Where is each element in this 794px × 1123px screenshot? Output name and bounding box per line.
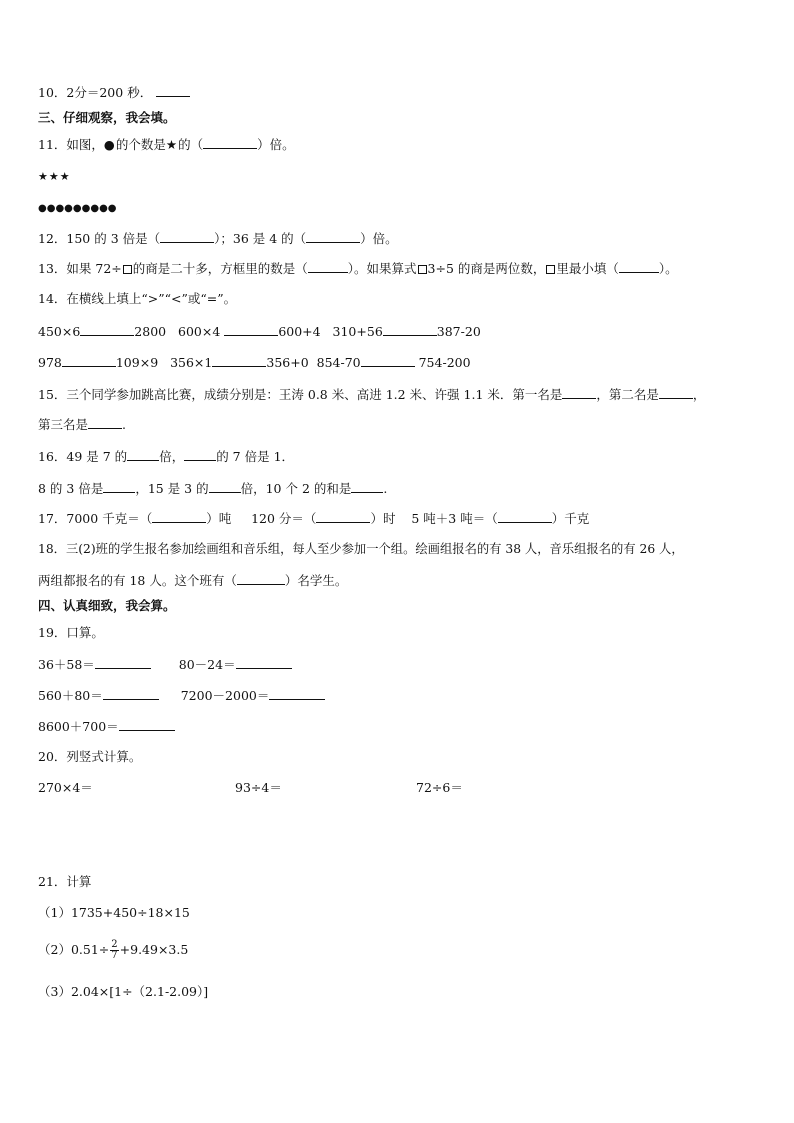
box-icon [546, 265, 555, 274]
answer-blank[interactable] [316, 510, 370, 523]
section-4-heading: 四、认真细致，我会算。 [38, 598, 176, 613]
dot-icon: ● [103, 137, 116, 152]
question-14-row-2: 978 109×9 356×1 356+0 854-70 754-200 [38, 355, 471, 370]
stars-figure: ★★★ [38, 170, 71, 183]
question-12: 12．150 的 3 倍是（ ）；36 是 4 的（ ）倍。 [38, 231, 398, 246]
question-18-cont: 两组都报名的有 18 人。这个班有（ ）名学生。 [38, 573, 348, 588]
dots-figure: ●●●●●●●●● [38, 203, 117, 214]
compare-blank[interactable] [383, 323, 437, 336]
question-15-cont: 第三名是 . [38, 417, 126, 432]
answer-blank[interactable] [203, 136, 257, 149]
question-15: 15．三个同学参加跳高比赛，成绩分别是：王涛 0.8 米、高进 1.2 米、许强 1.1 米．第一名是 ，第二名是 ， [38, 387, 706, 402]
answer-blank[interactable] [306, 230, 360, 243]
answer-blank[interactable] [308, 260, 348, 273]
answer-blank[interactable] [156, 84, 190, 97]
answer-blank[interactable] [351, 480, 383, 493]
answer-blank[interactable] [103, 687, 159, 700]
question-11: 11．如图，●的个数是★的（ ）倍。 [38, 137, 295, 152]
compare-blank[interactable] [224, 323, 278, 336]
answer-blank[interactable] [103, 480, 135, 493]
answer-blank[interactable] [119, 718, 175, 731]
compare-blank[interactable] [212, 354, 266, 367]
question-14-row-1: 450×6 2800 600×4 600+4 310+56 387-20 [38, 324, 481, 339]
question-16-cont: 8 的 3 倍是 ，15 是 3 的 倍，10 个 2 的和是 . [38, 481, 388, 496]
question-19-title: 19．口算。 [38, 625, 104, 640]
vertical-calc-item: 72÷6＝ [416, 780, 463, 795]
answer-blank[interactable] [184, 448, 216, 461]
answer-blank[interactable] [236, 656, 292, 669]
answer-blank[interactable] [562, 386, 596, 399]
compare-blank[interactable] [80, 323, 134, 336]
answer-blank[interactable] [659, 386, 693, 399]
section-3-heading: 三、仔细观察，我会填。 [38, 110, 176, 125]
question-17: 17．7000 千克＝（ ）吨 120 分＝（ ）时 5 吨＋3 吨＝（ ）千克 [38, 511, 590, 526]
vertical-calc-item: 270×4＝ [38, 780, 93, 795]
question-18: 18．三(2)班的学生报名参加绘画组和音乐组，每人至少参加一个组。绘画组报名的有 38 人，音乐组报名的有 26 人， [38, 542, 684, 556]
box-icon [123, 265, 132, 274]
answer-blank[interactable] [160, 230, 214, 243]
answer-blank[interactable] [152, 510, 206, 523]
answer-blank[interactable] [619, 260, 659, 273]
answer-blank[interactable] [209, 480, 241, 493]
answer-blank[interactable] [498, 510, 552, 523]
mental-math-row-1: 36＋58＝ 80－24＝ [38, 656, 292, 673]
mental-math-row-3: 8600＋700＝ [38, 718, 175, 735]
question-16: 16．49 是 7 的 倍， 的 7 倍是 1． [38, 449, 295, 464]
question-20-title: 20．列竖式计算。 [38, 749, 142, 764]
question-14-title: 14．在横线上填上“>”“<”或“=”。 [38, 291, 237, 306]
box-icon [418, 265, 427, 274]
vertical-calc-item: 93÷4＝ [235, 780, 282, 795]
compare-blank[interactable] [361, 354, 415, 367]
question-21-title: 21．计算 [38, 874, 92, 889]
compare-blank[interactable] [62, 354, 116, 367]
calc-item-3: （3）2.04×[1÷（2.1-2.09）] [38, 984, 209, 999]
answer-blank[interactable] [237, 572, 285, 585]
calc-item-1: （1）1735+450÷18×15 [38, 905, 190, 920]
star-icon: ★ [165, 137, 179, 152]
answer-blank[interactable] [269, 687, 325, 700]
fraction: $\frac{2}{7}$ [111, 939, 118, 961]
answer-blank[interactable] [88, 416, 122, 429]
question-13: 13．如果 72÷ 的商是二十多，方框里的数是（ ）。如果算式 3÷5 的商是两位数， 里最小填（ ）。 [38, 261, 678, 276]
question-10: 10．2分＝200 秒． [38, 84, 190, 101]
answer-blank[interactable] [127, 448, 159, 461]
mental-math-row-2: 560＋80＝ 7200－2000＝ [38, 687, 325, 704]
calc-item-2: （2）0.51÷ $\frac{2}{7}$ +9.49×3.5 [38, 939, 189, 961]
answer-blank[interactable] [95, 656, 151, 669]
